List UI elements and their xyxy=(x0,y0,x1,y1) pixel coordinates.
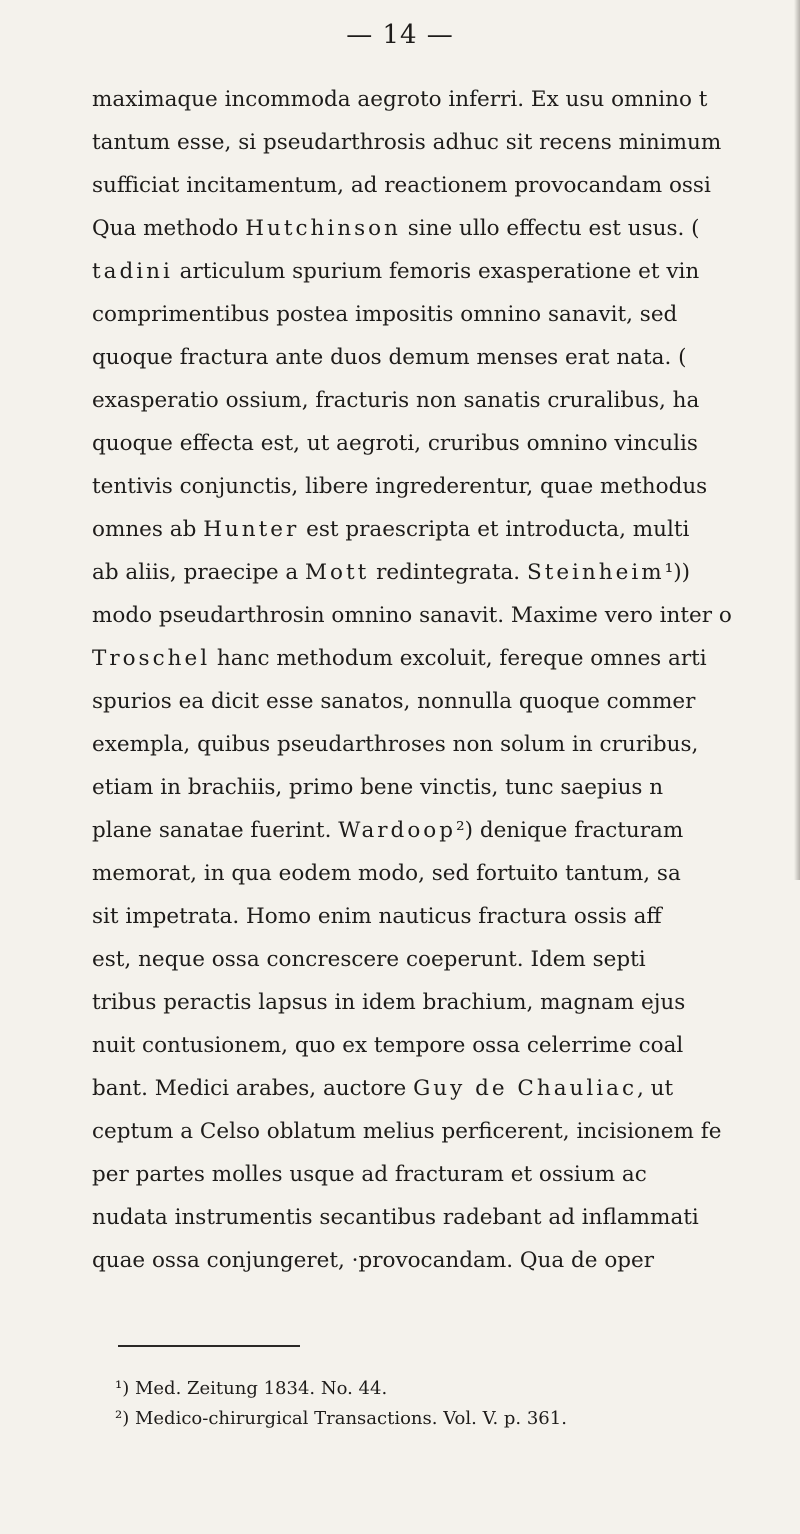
text-line xyxy=(92,172,711,200)
text-line xyxy=(92,301,677,329)
text-segment: tribus peractis lapsus in idem brachium, magnam ejus xyxy=(92,990,686,1015)
text-segment: memorat, in qua eodem modo, sed fortuito tantum, sa xyxy=(92,861,681,886)
text-line xyxy=(92,688,695,716)
text-line xyxy=(92,344,687,372)
text-segment: hanc methodum excoluit, fereque omnes arti xyxy=(210,646,707,671)
text-segment: nudata instrumentis secantibus radebant ad inflammati xyxy=(92,1205,699,1230)
footnote: ²) Medico-chirurgical Transactions. Vol. V. p. 361. xyxy=(115,1408,567,1429)
spaced-name: Wardoop xyxy=(338,818,456,843)
text-segment: modo pseudarthrosin omnino sanavit. Maxime vero inter o xyxy=(92,603,732,628)
text-segment: est, neque ossa concrescere coeperunt. Idem septi xyxy=(92,947,646,972)
footnote-divider xyxy=(118,1345,300,1347)
text-segment: quoque effecta est, ut aegroti, cruribus omnino vinculis xyxy=(92,431,698,456)
text-line xyxy=(92,903,662,931)
text-segment: exempla, quibus pseudarthroses non solum in cruribus, xyxy=(92,732,699,757)
text-segment: bant. Medici arabes, auctore xyxy=(92,1076,414,1101)
text-segment: Qua methodo xyxy=(92,216,246,241)
text-segment: ab aliis, praecipe a xyxy=(92,560,306,585)
text-segment: nuit contusionem, quo ex tempore ossa celerrime coal xyxy=(92,1033,684,1058)
page-edge-shadow xyxy=(794,0,800,880)
text-segment: redintegrata. xyxy=(369,560,527,585)
text-line xyxy=(92,989,685,1017)
text-segment: exasperatio ossium, fracturis non sanatis cruralibus, ha xyxy=(92,388,700,413)
text-segment: etiam in brachiis, primo bene vinctis, tunc saepius n xyxy=(92,775,664,800)
text-line xyxy=(92,774,663,802)
spaced-name: Guy de Chauliac xyxy=(413,1076,637,1101)
text-line xyxy=(92,860,681,888)
footnote: ¹) Med. Zeitung 1834. No. 44. xyxy=(115,1378,388,1399)
text-line xyxy=(92,1075,673,1103)
page-number: — 14 — xyxy=(346,20,454,50)
text-line xyxy=(92,1161,647,1189)
text-segment: per partes molles usque ad fracturam et ossium ac xyxy=(92,1162,647,1187)
text-segment: sine ullo effectu est usus. ( xyxy=(400,216,700,241)
text-line xyxy=(92,387,699,415)
text-line xyxy=(92,430,698,458)
text-line xyxy=(92,86,707,114)
text-segment: articulum spurium femoris exasperatione et vin xyxy=(172,259,700,284)
text-segment: est praescripta et introducta, multi xyxy=(299,517,690,542)
text-segment: tentivis conjunctis, libere ingrederentur, quae methodus xyxy=(92,474,708,499)
spaced-name: Hutchinson xyxy=(245,216,401,241)
text-line xyxy=(92,946,646,974)
text-segment: ceptum a Celso oblatum melius perficerent, incisionem fe xyxy=(92,1119,722,1144)
text-segment: ¹)) xyxy=(664,560,691,585)
text-line xyxy=(92,516,689,544)
text-line xyxy=(92,129,721,157)
text-line xyxy=(92,1247,654,1275)
text-segment: sit impetrata. Homo enim nauticus fractura ossis aff xyxy=(92,904,662,929)
text-segment: , ut xyxy=(637,1076,674,1101)
text-segment: maximaque incommoda aegroto inferri. Ex usu omnino t xyxy=(92,87,708,112)
text-segment: omnes ab xyxy=(92,517,204,542)
text-segment: plane sanatae fuerint. xyxy=(92,818,339,843)
text-segment: quoque fractura ante duos demum menses erat nata. ( xyxy=(92,345,687,370)
text-line xyxy=(92,817,683,845)
spaced-name: Troschel xyxy=(92,646,211,671)
text-line xyxy=(92,473,707,501)
text-line xyxy=(92,1204,699,1232)
spaced-name: Mott xyxy=(305,560,370,585)
text-line xyxy=(92,258,699,286)
text-segment: comprimentibus postea impositis omnino sanavit, sed xyxy=(92,302,678,327)
text-line xyxy=(92,602,732,630)
text-line xyxy=(92,559,690,587)
text-segment: spurios ea dicit esse sanatos, nonnulla quoque commer xyxy=(92,689,696,714)
text-line xyxy=(92,1118,721,1146)
text-line xyxy=(92,1032,683,1060)
text-line xyxy=(92,215,700,243)
spaced-name: Steinheim xyxy=(526,560,665,585)
spaced-name: tadini xyxy=(92,259,173,284)
text-segment: sufficiat incitamentum, ad reactionem provocandam ossi xyxy=(92,173,711,198)
text-line xyxy=(92,731,698,759)
text-segment: quae ossa conjungeret, ·provocandam. Qua de oper xyxy=(92,1248,655,1273)
spaced-name: Hunter xyxy=(203,517,300,542)
text-segment: ²) denique fracturam xyxy=(455,818,684,843)
text-segment: tantum esse, si pseudarthrosis adhuc sit recens minimum xyxy=(92,130,722,155)
text-line xyxy=(92,645,707,673)
